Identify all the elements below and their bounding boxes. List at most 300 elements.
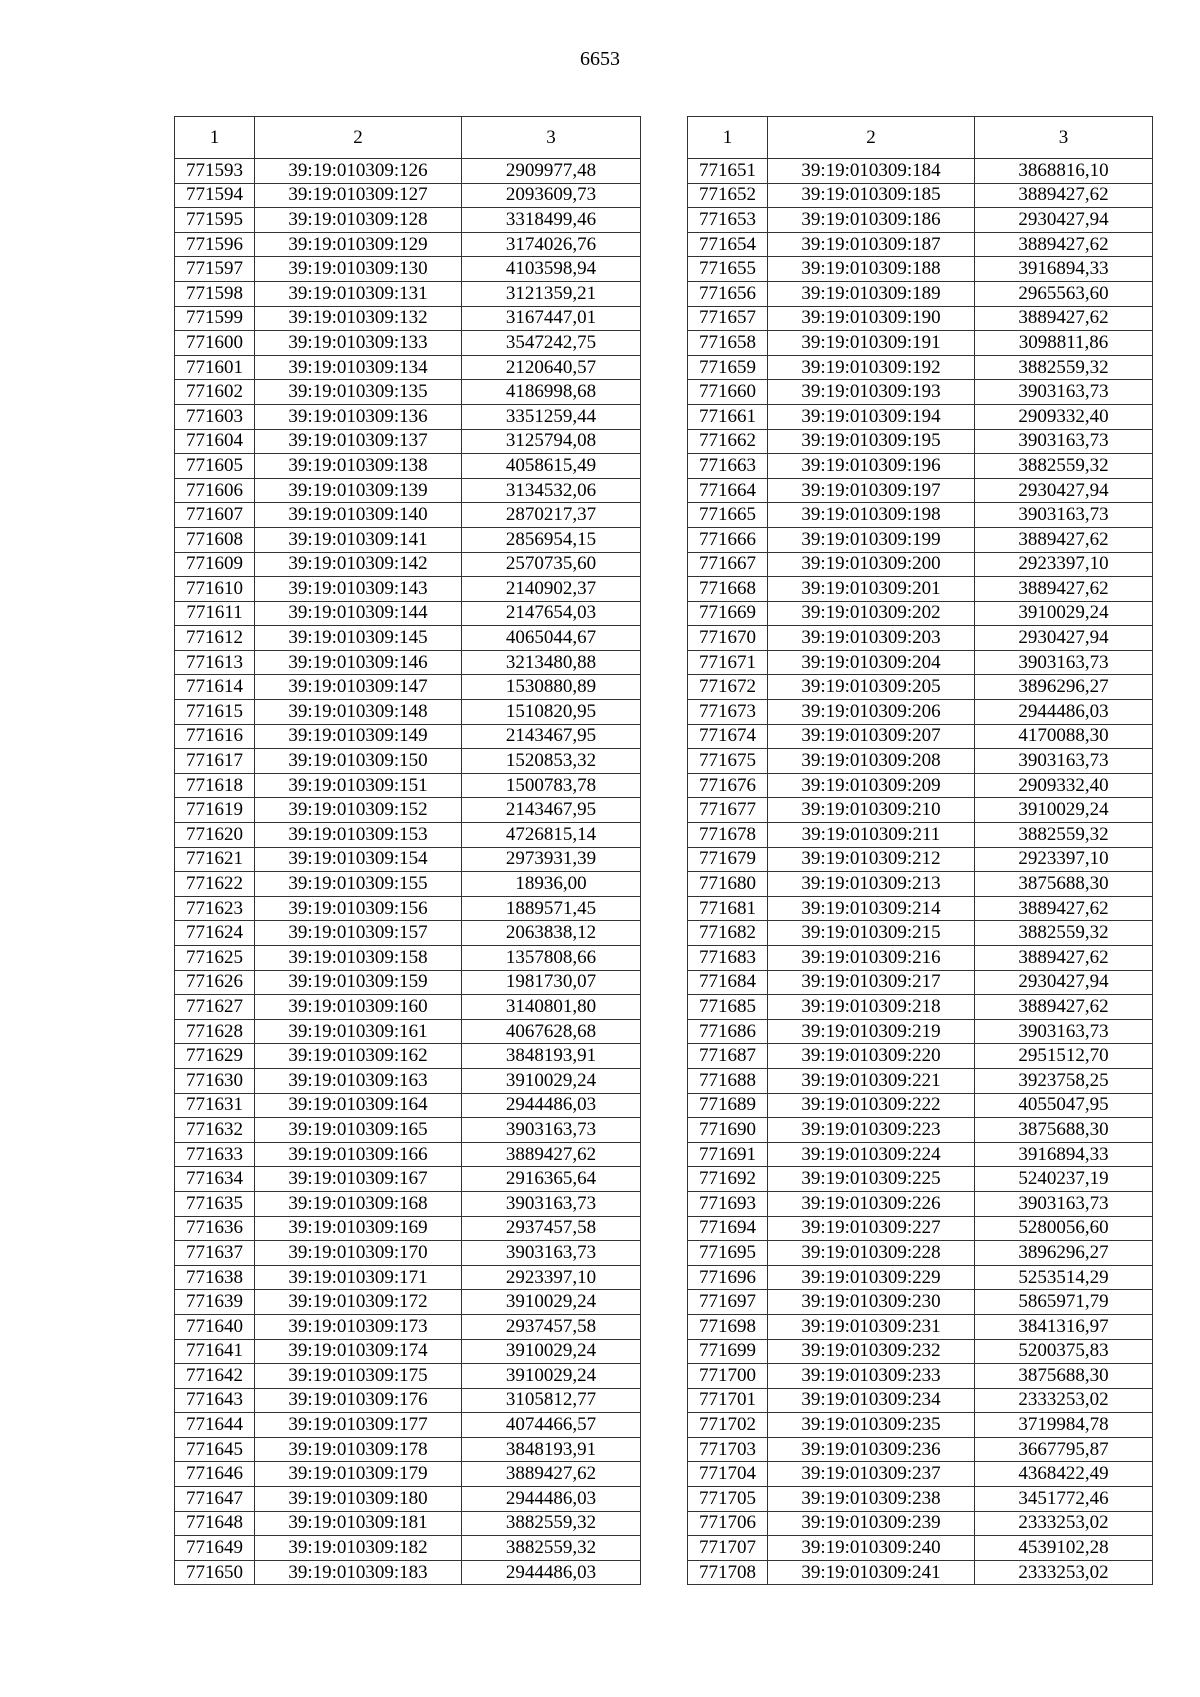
row-number-cell: 771690 (688, 1118, 768, 1143)
row-number-cell: 771681 (688, 896, 768, 921)
cadastral-number-cell: 39:19:010309:229 (768, 1265, 975, 1290)
row-number-cell: 771615 (175, 700, 255, 725)
cadastral-number-cell: 39:19:010309:183 (255, 1560, 462, 1585)
value-cell: 2333253,02 (975, 1388, 1153, 1413)
value-cell: 2944486,03 (975, 700, 1153, 725)
value-cell: 3882559,32 (975, 823, 1153, 848)
cadastral-number-cell: 39:19:010309:161 (255, 1019, 462, 1044)
value-cell: 3868816,10 (975, 159, 1153, 184)
cadastral-number-cell: 39:19:010309:171 (255, 1265, 462, 1290)
table-row (175, 257, 641, 282)
row-number-cell: 771706 (688, 1511, 768, 1536)
cadastral-number-cell: 39:19:010309:172 (255, 1290, 462, 1315)
row-number-cell: 771638 (175, 1265, 255, 1290)
row-number-cell: 771621 (175, 847, 255, 872)
row-number-cell: 771647 (175, 1487, 255, 1512)
table-row (688, 1167, 1153, 1192)
value-cell: 3889427,62 (975, 896, 1153, 921)
table-row (688, 1314, 1153, 1339)
value-cell: 3903163,73 (975, 749, 1153, 774)
cadastral-number-cell: 39:19:010309:193 (768, 380, 975, 405)
value-cell: 2570735,60 (462, 552, 641, 577)
cadastral-number-cell: 39:19:010309:177 (255, 1413, 462, 1438)
cadastral-number-cell: 39:19:010309:219 (768, 1019, 975, 1044)
table-row (688, 847, 1153, 872)
row-number-cell: 771601 (175, 355, 255, 380)
table-row (175, 355, 641, 380)
row-number-cell: 771602 (175, 380, 255, 405)
value-cell: 3889427,62 (975, 995, 1153, 1020)
table-row (175, 159, 641, 184)
table-row (175, 1314, 641, 1339)
cadastral-number-cell: 39:19:010309:189 (768, 281, 975, 306)
table-row (175, 823, 641, 848)
table-row (688, 1437, 1153, 1462)
table-row (175, 1364, 641, 1389)
column-header-1: 1 (688, 117, 768, 159)
cadastral-number-cell: 39:19:010309:204 (768, 650, 975, 675)
value-cell: 3882559,32 (462, 1536, 641, 1561)
cadastral-number-cell: 39:19:010309:152 (255, 798, 462, 823)
value-cell: 4103598,94 (462, 257, 641, 282)
cadastral-number-cell: 39:19:010309:140 (255, 503, 462, 528)
row-number-cell: 771614 (175, 675, 255, 700)
row-number-cell: 771624 (175, 921, 255, 946)
row-number-cell: 771676 (688, 773, 768, 798)
row-number-cell: 771651 (688, 159, 768, 184)
cadastral-number-cell: 39:19:010309:210 (768, 798, 975, 823)
row-number-cell: 771674 (688, 724, 768, 749)
cadastral-number-cell: 39:19:010309:231 (768, 1314, 975, 1339)
value-cell: 3889427,62 (975, 183, 1153, 208)
table-row (175, 1339, 641, 1364)
table-row (175, 847, 641, 872)
cadastral-number-cell: 39:19:010309:235 (768, 1413, 975, 1438)
value-cell: 3889427,62 (975, 577, 1153, 602)
table-row (688, 380, 1153, 405)
value-cell: 3174026,76 (462, 232, 641, 257)
row-number-cell: 771670 (688, 626, 768, 651)
cadastral-number-cell: 39:19:010309:165 (255, 1118, 462, 1143)
value-cell: 2923397,10 (462, 1265, 641, 1290)
table-row (688, 896, 1153, 921)
row-number-cell: 771689 (688, 1093, 768, 1118)
table-row (175, 380, 641, 405)
value-cell: 3318499,46 (462, 208, 641, 233)
value-cell: 5200375,83 (975, 1339, 1153, 1364)
cadastral-number-cell: 39:19:010309:192 (768, 355, 975, 380)
value-cell: 4170088,30 (975, 724, 1153, 749)
cadastral-number-cell: 39:19:010309:218 (768, 995, 975, 1020)
value-cell: 2916365,64 (462, 1167, 641, 1192)
row-number-cell: 771648 (175, 1511, 255, 1536)
cadastral-number-cell: 39:19:010309:227 (768, 1216, 975, 1241)
value-cell: 5253514,29 (975, 1265, 1153, 1290)
cadastral-number-cell: 39:19:010309:126 (255, 159, 462, 184)
table-row (175, 773, 641, 798)
cadastral-number-cell: 39:19:010309:148 (255, 700, 462, 725)
value-cell: 2973931,39 (462, 847, 641, 872)
cadastral-number-cell: 39:19:010309:195 (768, 429, 975, 454)
table-row (175, 749, 641, 774)
value-cell: 4368422,49 (975, 1462, 1153, 1487)
row-number-cell: 771636 (175, 1216, 255, 1241)
table-row (175, 429, 641, 454)
value-cell: 4055047,95 (975, 1093, 1153, 1118)
row-number-cell: 771603 (175, 404, 255, 429)
table-row (688, 626, 1153, 651)
row-number-cell: 771668 (688, 577, 768, 602)
cadastral-number-cell: 39:19:010309:201 (768, 577, 975, 602)
cadastral-number-cell: 39:19:010309:226 (768, 1191, 975, 1216)
row-number-cell: 771637 (175, 1241, 255, 1266)
row-number-cell: 771643 (175, 1388, 255, 1413)
table-row (175, 675, 641, 700)
value-cell: 3134532,06 (462, 478, 641, 503)
table-row (175, 872, 641, 897)
cadastral-number-cell: 39:19:010309:184 (768, 159, 975, 184)
column-header-1: 1 (175, 117, 255, 159)
table-row (175, 1191, 641, 1216)
cadastral-number-cell: 39:19:010309:194 (768, 404, 975, 429)
cadastral-number-cell: 39:19:010309:145 (255, 626, 462, 651)
value-cell: 2143467,95 (462, 798, 641, 823)
value-cell: 18936,00 (462, 872, 641, 897)
value-cell: 1510820,95 (462, 700, 641, 725)
column-header-3: 3 (462, 117, 641, 159)
cadastral-number-cell: 39:19:010309:185 (768, 183, 975, 208)
table-row (688, 1388, 1153, 1413)
table-row (175, 1167, 641, 1192)
cadastral-number-cell: 39:19:010309:141 (255, 527, 462, 552)
cadastral-number-cell: 39:19:010309:240 (768, 1536, 975, 1561)
value-cell: 3889427,62 (975, 527, 1153, 552)
row-number-cell: 771704 (688, 1462, 768, 1487)
row-number-cell: 771629 (175, 1044, 255, 1069)
cadastral-number-cell: 39:19:010309:134 (255, 355, 462, 380)
cadastral-number-cell: 39:19:010309:214 (768, 896, 975, 921)
cadastral-number-cell: 39:19:010309:162 (255, 1044, 462, 1069)
cadastral-number-cell: 39:19:010309:223 (768, 1118, 975, 1143)
cadastral-number-cell: 39:19:010309:158 (255, 946, 462, 971)
row-number-cell: 771671 (688, 650, 768, 675)
table-row (688, 970, 1153, 995)
value-cell: 3889427,62 (462, 1462, 641, 1487)
table-row (175, 970, 641, 995)
value-cell: 3140801,80 (462, 995, 641, 1020)
row-number-cell: 771680 (688, 872, 768, 897)
cadastral-number-cell: 39:19:010309:144 (255, 601, 462, 626)
row-number-cell: 771605 (175, 454, 255, 479)
value-cell: 2856954,15 (462, 527, 641, 552)
cadastral-number-cell: 39:19:010309:150 (255, 749, 462, 774)
cadastral-number-cell: 39:19:010309:207 (768, 724, 975, 749)
cadastral-number-cell: 39:19:010309:213 (768, 872, 975, 897)
table-row (688, 552, 1153, 577)
row-number-cell: 771609 (175, 552, 255, 577)
table-row (175, 1044, 641, 1069)
value-cell: 3121359,21 (462, 281, 641, 306)
value-cell: 1889571,45 (462, 896, 641, 921)
row-number-cell: 771646 (175, 1462, 255, 1487)
value-cell: 3889427,62 (462, 1142, 641, 1167)
table-row (688, 675, 1153, 700)
table-row (175, 503, 641, 528)
cadastral-number-cell: 39:19:010309:132 (255, 306, 462, 331)
value-cell: 3889427,62 (975, 946, 1153, 971)
row-number-cell: 771618 (175, 773, 255, 798)
table-row (175, 1437, 641, 1462)
table-row (688, 1241, 1153, 1266)
table-row (688, 577, 1153, 602)
table-row (688, 503, 1153, 528)
table-row (688, 429, 1153, 454)
row-number-cell: 771664 (688, 478, 768, 503)
cadastral-number-cell: 39:19:010309:181 (255, 1511, 462, 1536)
table-row (688, 823, 1153, 848)
row-number-cell: 771608 (175, 527, 255, 552)
row-number-cell: 771660 (688, 380, 768, 405)
table-row (175, 1290, 641, 1315)
table-row (175, 577, 641, 602)
row-number-cell: 771642 (175, 1364, 255, 1389)
value-cell: 4067628,68 (462, 1019, 641, 1044)
row-number-cell: 771616 (175, 724, 255, 749)
value-cell: 1981730,07 (462, 970, 641, 995)
row-number-cell: 771640 (175, 1314, 255, 1339)
row-number-cell: 771649 (175, 1536, 255, 1561)
cadastral-number-cell: 39:19:010309:205 (768, 675, 975, 700)
page-number: 6653 (580, 48, 620, 70)
table-row (175, 798, 641, 823)
row-number-cell: 771652 (688, 183, 768, 208)
row-number-cell: 771665 (688, 503, 768, 528)
row-number-cell: 771705 (688, 1487, 768, 1512)
table-row (175, 306, 641, 331)
table-row (175, 1487, 641, 1512)
cadastral-number-cell: 39:19:010309:212 (768, 847, 975, 872)
cadastral-number-cell: 39:19:010309:211 (768, 823, 975, 848)
row-number-cell: 771658 (688, 331, 768, 356)
row-number-cell: 771682 (688, 921, 768, 946)
table-header-row (688, 117, 1153, 159)
row-number-cell: 771687 (688, 1044, 768, 1069)
value-cell: 3351259,44 (462, 404, 641, 429)
cadastral-number-cell: 39:19:010309:178 (255, 1437, 462, 1462)
table-row (688, 1019, 1153, 1044)
column-header-2: 2 (768, 117, 975, 159)
cadastral-number-cell: 39:19:010309:136 (255, 404, 462, 429)
value-cell: 1357808,66 (462, 946, 641, 971)
cadastral-number-cell: 39:19:010309:179 (255, 1462, 462, 1487)
value-cell: 2909332,40 (975, 404, 1153, 429)
value-cell: 3889427,62 (975, 306, 1153, 331)
table-row (688, 404, 1153, 429)
value-cell: 3848193,91 (462, 1437, 641, 1462)
table-row (175, 1019, 641, 1044)
value-cell: 4186998,68 (462, 380, 641, 405)
row-number-cell: 771633 (175, 1142, 255, 1167)
cadastral-number-cell: 39:19:010309:191 (768, 331, 975, 356)
value-cell: 3875688,30 (975, 1364, 1153, 1389)
value-cell: 4065044,67 (462, 626, 641, 651)
cadastral-number-cell: 39:19:010309:225 (768, 1167, 975, 1192)
table-row (688, 331, 1153, 356)
value-cell: 3547242,75 (462, 331, 641, 356)
row-number-cell: 771661 (688, 404, 768, 429)
cadastral-number-cell: 39:19:010309:151 (255, 773, 462, 798)
value-cell: 3903163,73 (975, 1019, 1153, 1044)
table-row (175, 1511, 641, 1536)
value-cell: 2333253,02 (975, 1511, 1153, 1536)
table-row (175, 478, 641, 503)
value-cell: 4058615,49 (462, 454, 641, 479)
table-row (688, 773, 1153, 798)
row-number-cell: 771594 (175, 183, 255, 208)
table-row (175, 1118, 641, 1143)
table-row (688, 1068, 1153, 1093)
row-number-cell: 771697 (688, 1290, 768, 1315)
table-row (688, 1413, 1153, 1438)
cadastral-number-cell: 39:19:010309:236 (768, 1437, 975, 1462)
row-number-cell: 771675 (688, 749, 768, 774)
table-row (688, 995, 1153, 1020)
value-cell: 3213480,88 (462, 650, 641, 675)
cadastral-number-cell: 39:19:010309:190 (768, 306, 975, 331)
table-row (688, 921, 1153, 946)
cadastral-number-cell: 39:19:010309:199 (768, 527, 975, 552)
row-number-cell: 771619 (175, 798, 255, 823)
row-number-cell: 771604 (175, 429, 255, 454)
table-row (175, 1068, 641, 1093)
value-cell: 2930427,94 (975, 208, 1153, 233)
value-cell: 2944486,03 (462, 1560, 641, 1585)
table-row (175, 1265, 641, 1290)
value-cell: 3896296,27 (975, 1241, 1153, 1266)
value-cell: 3916894,33 (975, 1142, 1153, 1167)
value-cell: 2937457,58 (462, 1314, 641, 1339)
table-row (688, 454, 1153, 479)
value-cell: 2909332,40 (975, 773, 1153, 798)
value-cell: 2063838,12 (462, 921, 641, 946)
table-row (688, 281, 1153, 306)
row-number-cell: 771683 (688, 946, 768, 971)
value-cell: 1520853,32 (462, 749, 641, 774)
row-number-cell: 771654 (688, 232, 768, 257)
cadastral-number-cell: 39:19:010309:202 (768, 601, 975, 626)
row-number-cell: 771698 (688, 1314, 768, 1339)
table-row (175, 700, 641, 725)
row-number-cell: 771593 (175, 159, 255, 184)
table-row (175, 1241, 641, 1266)
value-cell: 2120640,57 (462, 355, 641, 380)
cadastral-number-cell: 39:19:010309:233 (768, 1364, 975, 1389)
value-cell: 3841316,97 (975, 1314, 1153, 1339)
table-header-row (175, 117, 641, 159)
value-cell: 3875688,30 (975, 1118, 1153, 1143)
row-number-cell: 771657 (688, 306, 768, 331)
row-number-cell: 771677 (688, 798, 768, 823)
table-row (688, 306, 1153, 331)
cadastral-number-cell: 39:19:010309:230 (768, 1290, 975, 1315)
row-number-cell: 771620 (175, 823, 255, 848)
value-cell: 4074466,57 (462, 1413, 641, 1438)
cadastral-number-cell: 39:19:010309:135 (255, 380, 462, 405)
table-row (175, 1142, 641, 1167)
value-cell: 2923397,10 (975, 847, 1153, 872)
value-cell: 2944486,03 (462, 1487, 641, 1512)
cadastral-number-cell: 39:19:010309:149 (255, 724, 462, 749)
table-row (175, 601, 641, 626)
value-cell: 5240237,19 (975, 1167, 1153, 1192)
column-header-2: 2 (255, 117, 462, 159)
table-row (688, 601, 1153, 626)
table-row (175, 527, 641, 552)
row-number-cell: 771678 (688, 823, 768, 848)
cadastral-number-cell: 39:19:010309:156 (255, 896, 462, 921)
cadastral-number-cell: 39:19:010309:232 (768, 1339, 975, 1364)
cadastral-number-cell: 39:19:010309:174 (255, 1339, 462, 1364)
table-row (688, 478, 1153, 503)
row-number-cell: 771632 (175, 1118, 255, 1143)
table-row (688, 1560, 1153, 1585)
row-number-cell: 771673 (688, 700, 768, 725)
table-row (688, 1118, 1153, 1143)
cadastral-number-cell: 39:19:010309:224 (768, 1142, 975, 1167)
row-number-cell: 771656 (688, 281, 768, 306)
cadastral-number-cell: 39:19:010309:175 (255, 1364, 462, 1389)
table-row (688, 872, 1153, 897)
column-header-3: 3 (975, 117, 1153, 159)
cadastral-number-cell: 39:19:010309:206 (768, 700, 975, 725)
table-row (688, 232, 1153, 257)
cadastral-number-cell: 39:19:010309:215 (768, 921, 975, 946)
cadastral-number-cell: 39:19:010309:163 (255, 1068, 462, 1093)
value-cell: 3910029,24 (462, 1364, 641, 1389)
value-cell: 2944486,03 (462, 1093, 641, 1118)
cadastral-number-cell: 39:19:010309:128 (255, 208, 462, 233)
table-row (175, 331, 641, 356)
table-row (175, 404, 641, 429)
data-table-left (174, 116, 641, 1585)
cadastral-number-cell: 39:19:010309:131 (255, 281, 462, 306)
value-cell: 3882559,32 (975, 921, 1153, 946)
table-row (688, 749, 1153, 774)
row-number-cell: 771669 (688, 601, 768, 626)
row-number-cell: 771600 (175, 331, 255, 356)
table-row (175, 1560, 641, 1585)
table-row (175, 946, 641, 971)
row-number-cell: 771696 (688, 1265, 768, 1290)
value-cell: 3903163,73 (462, 1118, 641, 1143)
cadastral-number-cell: 39:19:010309:186 (768, 208, 975, 233)
cadastral-number-cell: 39:19:010309:208 (768, 749, 975, 774)
row-number-cell: 771702 (688, 1413, 768, 1438)
value-cell: 3125794,08 (462, 429, 641, 454)
row-number-cell: 771672 (688, 675, 768, 700)
table-row (175, 232, 641, 257)
row-number-cell: 771606 (175, 478, 255, 503)
table-row (688, 208, 1153, 233)
row-number-cell: 771613 (175, 650, 255, 675)
value-cell: 3667795,87 (975, 1437, 1153, 1462)
cadastral-number-cell: 39:19:010309:139 (255, 478, 462, 503)
cadastral-number-cell: 39:19:010309:138 (255, 454, 462, 479)
cadastral-number-cell: 39:19:010309:133 (255, 331, 462, 356)
row-number-cell: 771595 (175, 208, 255, 233)
table-row (688, 1536, 1153, 1561)
row-number-cell: 771631 (175, 1093, 255, 1118)
